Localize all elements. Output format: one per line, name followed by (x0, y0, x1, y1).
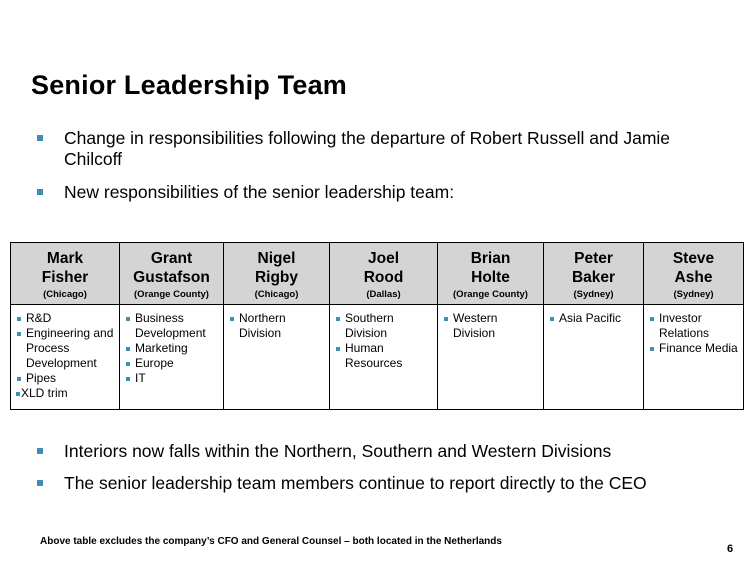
member-name: Rigby (254, 269, 299, 286)
responsibility-label: Asia Pacific (559, 311, 622, 325)
member-name: Brian (470, 250, 511, 267)
member-location: (Orange County) (453, 289, 528, 300)
responsibilities-cell (224, 305, 330, 410)
responsibility-label: Business Development (135, 311, 206, 340)
responsibility-item (16, 326, 116, 371)
member-header-cell (544, 243, 644, 305)
responsibility-item (16, 371, 116, 386)
member-header-cell (330, 243, 438, 305)
page-number: 6 (727, 543, 734, 555)
responsibility-item (335, 311, 434, 341)
square-bullet-icon (444, 317, 448, 321)
square-bullet-icon (126, 347, 130, 351)
square-bullet-icon (650, 317, 654, 321)
responsibility-item (443, 311, 540, 341)
square-bullet-icon (37, 448, 43, 454)
member-header-cell (644, 243, 744, 305)
responsibility-label: Europe (135, 356, 174, 370)
responsibility-label: Marketing (135, 341, 188, 355)
responsibility-item (125, 356, 220, 371)
responsibility-item (16, 311, 116, 326)
member-location: (Sydney) (673, 289, 714, 300)
responsibilities-cell (644, 305, 744, 410)
square-bullet-icon (37, 135, 43, 141)
responsibility-label: Western Division (453, 311, 498, 340)
bullet-item: Change in responsibilities following the departure of Robert Russell and Jamie Chilcoff (36, 128, 696, 170)
member-name: Nigel (257, 250, 296, 267)
member-name: Mark (46, 250, 84, 267)
member-header-cell (224, 243, 330, 305)
square-bullet-icon (37, 480, 43, 486)
responsibility-item (549, 311, 640, 326)
member-location: (Chicago) (254, 289, 299, 300)
member-location: (Dallas) (366, 289, 401, 300)
responsibility-item (649, 341, 740, 356)
member-header-cell (438, 243, 544, 305)
square-bullet-icon (336, 317, 340, 321)
member-name: Gustafson (133, 269, 210, 286)
responsibility-item (16, 386, 116, 401)
responsibility-label: Northern Division (239, 311, 286, 340)
square-bullet-icon (336, 347, 340, 351)
bullet-item: The senior leadership team members continue to report directly to the CEO (36, 473, 696, 494)
leadership-table (10, 242, 744, 410)
responsibility-label: Finance Media (659, 341, 738, 355)
responsibilities-cell (438, 305, 544, 410)
responsibility-item (125, 341, 220, 356)
responsibility-label: Investor Relations (659, 311, 710, 340)
responsibility-label: R&D (26, 311, 52, 325)
square-bullet-icon (17, 377, 21, 381)
member-name: Fisher (41, 269, 89, 286)
summary-bullets (36, 441, 696, 494)
footnote: Above table excludes the company’s CFO and General Counsel – both located in the Netherlands (40, 536, 502, 547)
responsibility-item (229, 311, 326, 341)
square-bullet-icon (650, 347, 654, 351)
bullet-item: New responsibilities of the senior leadership team: (36, 182, 696, 203)
member-name: Baker (571, 269, 616, 286)
member-name: Ashe (674, 269, 713, 286)
slide-title: Senior Leadership Team (31, 70, 347, 100)
intro-bullets (36, 128, 696, 203)
square-bullet-icon (550, 317, 554, 321)
responsibility-item (125, 311, 220, 341)
member-header-cell (120, 243, 224, 305)
responsibility-label: Engineering and Process Development (26, 326, 114, 370)
member-name: Rood (363, 269, 404, 286)
bullet-item: Interiors now falls within the Northern, Southern and Western Divisions (36, 441, 696, 462)
responsibility-label: XLD trim (21, 386, 68, 400)
table-responsibilities-row (11, 305, 744, 410)
responsibility-label: Human Resources (345, 341, 403, 370)
member-name: Peter (574, 250, 613, 267)
responsibility-item (125, 371, 220, 386)
responsibility-label: IT (135, 371, 146, 385)
square-bullet-icon (16, 392, 20, 396)
responsibility-item (335, 341, 434, 371)
responsibility-item (649, 311, 740, 341)
member-name: Holte (471, 269, 510, 286)
responsibility-label: Southern Division (345, 311, 394, 340)
square-bullet-icon (126, 362, 130, 366)
square-bullet-icon (17, 317, 21, 321)
member-name: Joel (367, 250, 399, 267)
square-bullet-icon (126, 377, 130, 381)
responsibilities-cell (330, 305, 438, 410)
square-bullet-icon (17, 332, 21, 336)
responsibilities-cell (11, 305, 120, 410)
responsibilities-cell (544, 305, 644, 410)
member-location: (Chicago) (43, 289, 87, 300)
member-name: Steve (672, 250, 715, 267)
table-header-row (11, 243, 744, 305)
member-location: (Orange County) (134, 289, 209, 300)
square-bullet-icon (126, 317, 130, 321)
member-location: (Sydney) (573, 289, 614, 300)
square-bullet-icon (230, 317, 234, 321)
member-header-cell (11, 243, 120, 305)
member-name: Grant (150, 250, 193, 267)
responsibility-label: Pipes (26, 371, 57, 385)
square-bullet-icon (37, 189, 43, 195)
responsibilities-cell (120, 305, 224, 410)
